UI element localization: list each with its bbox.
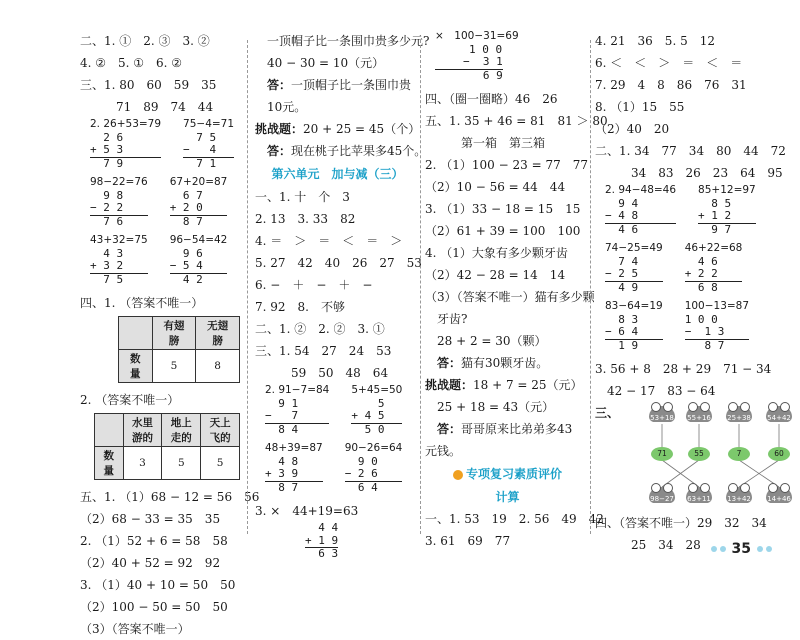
calc-row: 7 5 xyxy=(183,130,217,144)
answer-line: 一顶帽子比一条围巾贵多少元? xyxy=(267,34,430,48)
answer-label: 答： xyxy=(267,144,292,158)
column-3 xyxy=(425,30,608,550)
calc-result: 5 0 xyxy=(351,422,385,436)
dot-icon xyxy=(757,546,763,552)
calc-row: − 4 8 xyxy=(605,210,676,224)
calc-equation: 75−4=71 xyxy=(183,118,235,130)
calc-row: + 1 9 xyxy=(305,533,339,547)
vertical-calc-group xyxy=(90,234,240,286)
calc-row: 9 1 xyxy=(265,396,299,410)
calc-equation: 96−54=42 xyxy=(169,234,228,246)
calc-row: 6 7 xyxy=(169,188,203,202)
calc-result: 4 9 xyxy=(605,280,639,294)
vertical-calc-group xyxy=(265,442,420,494)
answer-label: 答： xyxy=(437,422,462,436)
calc-row: 8 5 xyxy=(698,196,732,210)
page-number-badge xyxy=(711,541,772,557)
answer-text: 一顶帽子比一条围巾贵 xyxy=(291,78,412,92)
column-1 xyxy=(80,30,260,636)
table-cell: 8 xyxy=(196,350,240,383)
calc-equation: 2. 91−7=84 xyxy=(265,384,330,396)
answer-line: 一、1. 53 19 2. 56 49 42 xyxy=(425,512,604,526)
vertical-calc xyxy=(605,300,663,352)
answer-text: 现在桃子比苹果多45个。 xyxy=(291,144,427,158)
vertical-calc xyxy=(605,242,663,294)
answer-line: 5. 27 42 40 26 27 53 xyxy=(255,256,422,270)
vertical-calc xyxy=(265,442,323,494)
frog-icon xyxy=(686,406,712,428)
answer-line: （3）（答案不唯一） xyxy=(80,622,190,636)
calc-row: − 4 xyxy=(183,144,234,158)
answer-line: 7. 92 8. 不够 xyxy=(255,300,345,314)
answer-text: 哥哥原来比弟弟多43 xyxy=(461,422,573,436)
frog-label: 98−27 xyxy=(650,495,674,503)
frog-label: 63+11 xyxy=(687,495,711,503)
calc-row: 9 4 xyxy=(605,196,639,210)
calc-equation: × 100−31=69 xyxy=(435,30,519,42)
answer-line xyxy=(255,140,427,162)
answer-line: 四、（圈一圈略）46 26 xyxy=(425,92,558,106)
table-header: 有翅膀 xyxy=(152,317,196,350)
dot-icon xyxy=(720,546,726,552)
answer-line: 7. 29 4 8 86 76 31 xyxy=(595,78,747,92)
vertical-calc xyxy=(685,242,743,294)
calc-equation: 85+12=97 xyxy=(698,184,756,196)
calc-row: − 2 5 xyxy=(605,268,663,282)
column-divider xyxy=(590,40,591,534)
lily-pad-icon: 71 xyxy=(651,447,673,461)
frog-label: 55+16 xyxy=(687,414,711,422)
vertical-calc-group xyxy=(435,30,590,82)
page-number: 35 xyxy=(731,541,751,557)
vertical-calc xyxy=(265,384,329,436)
calc-row: − 1 3 xyxy=(685,326,749,340)
calc-equation: 5+45=50 xyxy=(351,384,403,396)
lily-pad-icon: 55 xyxy=(688,447,710,461)
answer-line: 59 50 48 64 xyxy=(291,366,389,380)
vertical-calc xyxy=(305,522,338,561)
challenge-label: 挑战题： xyxy=(255,122,304,136)
vertical-calc xyxy=(698,184,756,236)
answer-line: 25 + 18 = 43（元） xyxy=(437,400,555,414)
calc-row: 5 xyxy=(351,396,385,410)
calc-row: 7 4 xyxy=(605,254,639,268)
calc-row: + 4 5 xyxy=(351,410,402,424)
calc-result: 6 9 xyxy=(463,68,503,82)
frog-icon xyxy=(766,406,792,428)
vertical-calc xyxy=(345,442,403,494)
frog-label: 13+42 xyxy=(727,495,751,503)
vertical-calc xyxy=(170,234,228,286)
calc-row: 9 6 xyxy=(169,246,203,260)
challenge-label: 挑战题： xyxy=(425,378,474,392)
frog-icon xyxy=(649,406,675,428)
answer-line: 二、1. ② 2. ② 3. ① xyxy=(255,322,385,336)
calc-equation: 2. 94−48=46 xyxy=(605,184,677,196)
table-header: 地上走的 xyxy=(162,414,201,447)
frog-icon xyxy=(766,487,792,509)
calc-result: 8 7 xyxy=(265,480,299,494)
table-cell: 3 xyxy=(123,447,162,480)
column-divider xyxy=(420,40,421,534)
calc-row: 9 8 xyxy=(90,188,124,202)
dot-icon xyxy=(711,546,717,552)
vertical-calc xyxy=(351,384,402,436)
table-cell: 数量 xyxy=(119,350,153,383)
answer-line: 元钱。 xyxy=(425,444,462,458)
answer-line: 8. （1）15 55 xyxy=(595,100,685,114)
answer-label: 答： xyxy=(437,356,462,370)
vertical-calc xyxy=(435,30,519,82)
calc-result: 9 7 xyxy=(698,222,732,236)
answer-line xyxy=(425,418,590,440)
answer-line: 3. × 44+19=63 xyxy=(255,504,359,518)
animal-habitat-table xyxy=(94,413,240,480)
flower-icon xyxy=(453,470,463,480)
calc-equation: 100−13=87 xyxy=(684,300,750,312)
answer-label: 答： xyxy=(267,78,292,92)
answer-line: 42 − 17 83 − 64 xyxy=(607,384,716,398)
section-title-text: 专项复习素质评价 xyxy=(465,467,562,481)
frog-icon xyxy=(726,487,752,509)
table-header: 天上飞的 xyxy=(201,414,240,447)
frog-label: 53+18 xyxy=(650,414,674,422)
vertical-calc-group xyxy=(265,384,420,436)
calc-result: 6 4 xyxy=(344,480,378,494)
calc-result: 7 1 xyxy=(183,156,217,170)
answer-line: 三、1. 54 27 24 53 xyxy=(255,344,392,358)
answer-line xyxy=(425,352,590,374)
calc-row: + 2 0 xyxy=(170,202,228,216)
frog-label: 14+46 xyxy=(767,495,791,503)
answer-line: 一、1. 十 个 3 xyxy=(255,190,350,204)
answer-line: 三、1. 80 60 59 35 xyxy=(80,78,217,92)
vertical-calc-group xyxy=(605,300,780,352)
answer-line: 二、1. 34 77 34 80 44 72 xyxy=(595,144,786,158)
calc-equation: 2. 26+53=79 xyxy=(90,118,162,130)
calc-result: 1 9 xyxy=(605,338,639,352)
answer-line: 71 89 74 44 xyxy=(116,100,214,114)
calc-equation: 98−22=76 xyxy=(90,176,148,188)
answer-line: 4. ② 5. ① 6. ② xyxy=(80,56,183,70)
calc-row: 9 0 xyxy=(344,454,378,468)
dot-icon xyxy=(766,546,772,552)
table-header: 水里游的 xyxy=(123,414,162,447)
answer-line: 34 83 26 23 64 95 xyxy=(631,166,783,180)
vertical-calc xyxy=(605,184,676,236)
answer-line: 牙齿? xyxy=(437,312,468,326)
wing-count-table xyxy=(118,316,240,383)
vertical-calc-group xyxy=(90,118,240,170)
calc-row: − 2 2 xyxy=(90,202,148,216)
answer-line: 2. （1）52 + 6 = 58 58 xyxy=(80,534,228,548)
calc-result: 8 7 xyxy=(169,214,203,228)
calc-row: 4 4 xyxy=(305,521,339,534)
answer-line: （2）68 − 33 = 35 35 xyxy=(80,512,221,526)
answer-line: 4. （1）大象有多少颗牙齿 xyxy=(425,246,568,260)
calc-row: − 5 4 xyxy=(170,260,228,274)
answer-line xyxy=(255,74,420,96)
calc-equation: 83−64=19 xyxy=(605,300,663,312)
vertical-calc xyxy=(90,176,148,228)
table-header: 无翅膀 xyxy=(196,317,240,350)
answer-line: 3. 61 69 77 xyxy=(425,534,511,548)
answer-line: 6. − ＋ − ＋ − xyxy=(255,278,373,292)
calc-row: + 3 2 xyxy=(90,260,148,274)
table-cell: 5 xyxy=(152,350,196,383)
answer-line: 40 − 30 = 10（元） xyxy=(267,56,385,70)
calc-row: 2 6 xyxy=(90,130,124,144)
answer-line: （2）100 − 50 = 50 50 xyxy=(80,600,228,614)
calc-equation: 90−26=64 xyxy=(344,442,403,454)
calc-equation: 43+32=75 xyxy=(90,234,148,246)
table-cell: 5 xyxy=(162,447,201,480)
calc-row: + 2 2 xyxy=(685,268,743,282)
column-divider xyxy=(247,40,248,534)
answer-text: 猫有30颗牙齿。 xyxy=(461,356,549,370)
answer-line: 五、1. （1）68 − 12 = 56 56 xyxy=(80,490,260,504)
section-label: 三、 xyxy=(595,406,620,420)
frog-icon xyxy=(649,487,675,509)
table-header xyxy=(119,317,153,350)
answer-line: 10元。 xyxy=(267,100,307,114)
answer-line xyxy=(425,374,590,396)
answer-line: 4. 21 36 5. 5 12 xyxy=(595,34,715,48)
calc-result: 4 6 xyxy=(605,222,639,236)
answer-line: 3. 56 + 8 28 + 29 71 − 34 xyxy=(595,362,772,376)
calc-result: 6 3 xyxy=(305,547,339,560)
calc-result: 7 5 xyxy=(90,272,124,286)
answer-line: 四、（答案不唯一）29 32 34 xyxy=(595,516,767,530)
calc-row: 4 3 xyxy=(90,246,124,260)
calc-row: + 5 3 xyxy=(90,144,161,158)
answer-line: 4. ＝ ＞ ＝ ＜ ＝ ＞ xyxy=(255,234,403,248)
answer-line: （2）42 − 28 = 14 14 xyxy=(425,268,566,282)
answer-text: 18 + 7 = 25（元） xyxy=(473,378,583,392)
answer-line: 四、1. （答案不唯一） xyxy=(80,296,204,310)
vertical-calc-group xyxy=(305,522,420,561)
answer-line: 28 + 2 = 30（颗） xyxy=(437,334,547,348)
vertical-calc-group xyxy=(605,242,780,294)
vertical-calc xyxy=(90,118,161,170)
frog-label: 25+38 xyxy=(727,414,751,422)
calc-result: 7 9 xyxy=(90,156,124,170)
calc-result: 4 2 xyxy=(169,272,203,286)
answer-line: 2. （答案不唯一） xyxy=(80,393,180,407)
answer-line: 二、1. ① 2. ③ 3. ② xyxy=(80,34,210,48)
vertical-calc xyxy=(183,118,234,170)
answer-line: 2. （1）100 − 23 = 77 77 xyxy=(425,158,588,172)
calc-row: 1 0 0 xyxy=(684,312,718,326)
answer-line: 25 34 28 xyxy=(631,538,701,552)
calc-row: − 6 4 xyxy=(605,326,663,340)
calc-row: 8 3 xyxy=(605,312,639,326)
answer-line: （2）40 20 xyxy=(595,122,670,136)
table-cell: 数量 xyxy=(95,447,124,480)
answer-line: 6. ＜ ＜ ＞ ＝ ＜ ＝ xyxy=(595,56,743,70)
calc-result: 6 8 xyxy=(684,280,718,294)
calc-equation: 48+39=87 xyxy=(265,442,323,454)
answer-line: （2）61 + 39 = 100 100 xyxy=(425,224,581,238)
frog-icon xyxy=(686,487,712,509)
calc-equation: 67+20=87 xyxy=(169,176,228,188)
lily-pad-icon: 7 xyxy=(728,447,750,461)
vertical-calc xyxy=(170,176,228,228)
answer-text: 20 + 25 = 45（个） xyxy=(303,122,421,136)
table-header xyxy=(95,414,124,447)
calc-row: 4 8 xyxy=(265,454,299,468)
answer-line: 第一箱 第三箱 xyxy=(461,136,546,150)
calc-result: 8 7 xyxy=(684,338,725,352)
answer-line: 五、1. 35 + 46 = 81 81 ＞ 80 xyxy=(425,114,608,128)
calc-row: − 7 xyxy=(265,410,329,424)
table-cell: 5 xyxy=(201,447,240,480)
calc-row: + 1 2 xyxy=(698,210,756,224)
answer-line: （2）40 + 52 = 92 92 xyxy=(80,556,221,570)
calc-row: − 3 1 xyxy=(435,56,503,70)
answer-line xyxy=(255,118,420,140)
vertical-calc-group xyxy=(605,184,780,236)
calc-row: 1 0 0 xyxy=(469,42,503,56)
column-2 xyxy=(255,30,430,560)
answer-line: 2. 13 3. 33 82 xyxy=(255,212,356,226)
vertical-calc xyxy=(685,300,749,352)
frog-label: 54+42 xyxy=(767,414,791,422)
calc-row: + 3 9 xyxy=(265,468,323,482)
section-subtitle: 计算 xyxy=(495,490,520,504)
frog-matching-diagram xyxy=(649,402,791,512)
calc-equation: 74−25=49 xyxy=(605,242,663,254)
calc-result: 8 4 xyxy=(265,422,299,436)
vertical-calc xyxy=(90,234,148,286)
answer-line: （3）（答案不唯一）猫有多少颗 xyxy=(425,290,595,304)
frog-matching-section xyxy=(595,402,791,512)
answer-line: 3. （1）40 + 10 = 50 50 xyxy=(80,578,236,592)
frog-icon xyxy=(726,406,752,428)
calc-equation: 46+22=68 xyxy=(684,242,743,254)
answer-line: （2）10 − 56 = 44 44 xyxy=(425,180,566,194)
calc-result: 7 6 xyxy=(90,214,124,228)
calc-row: 4 6 xyxy=(684,254,718,268)
unit-title: 第六单元 加与减（三） xyxy=(271,167,404,181)
column-4 xyxy=(595,30,791,552)
calc-row: − 2 6 xyxy=(345,468,403,482)
section-title xyxy=(425,462,590,486)
vertical-calc-group xyxy=(90,176,240,228)
answer-line: 3. （1）33 − 18 = 15 15 xyxy=(425,202,581,216)
lily-pad-icon: 60 xyxy=(768,447,790,461)
